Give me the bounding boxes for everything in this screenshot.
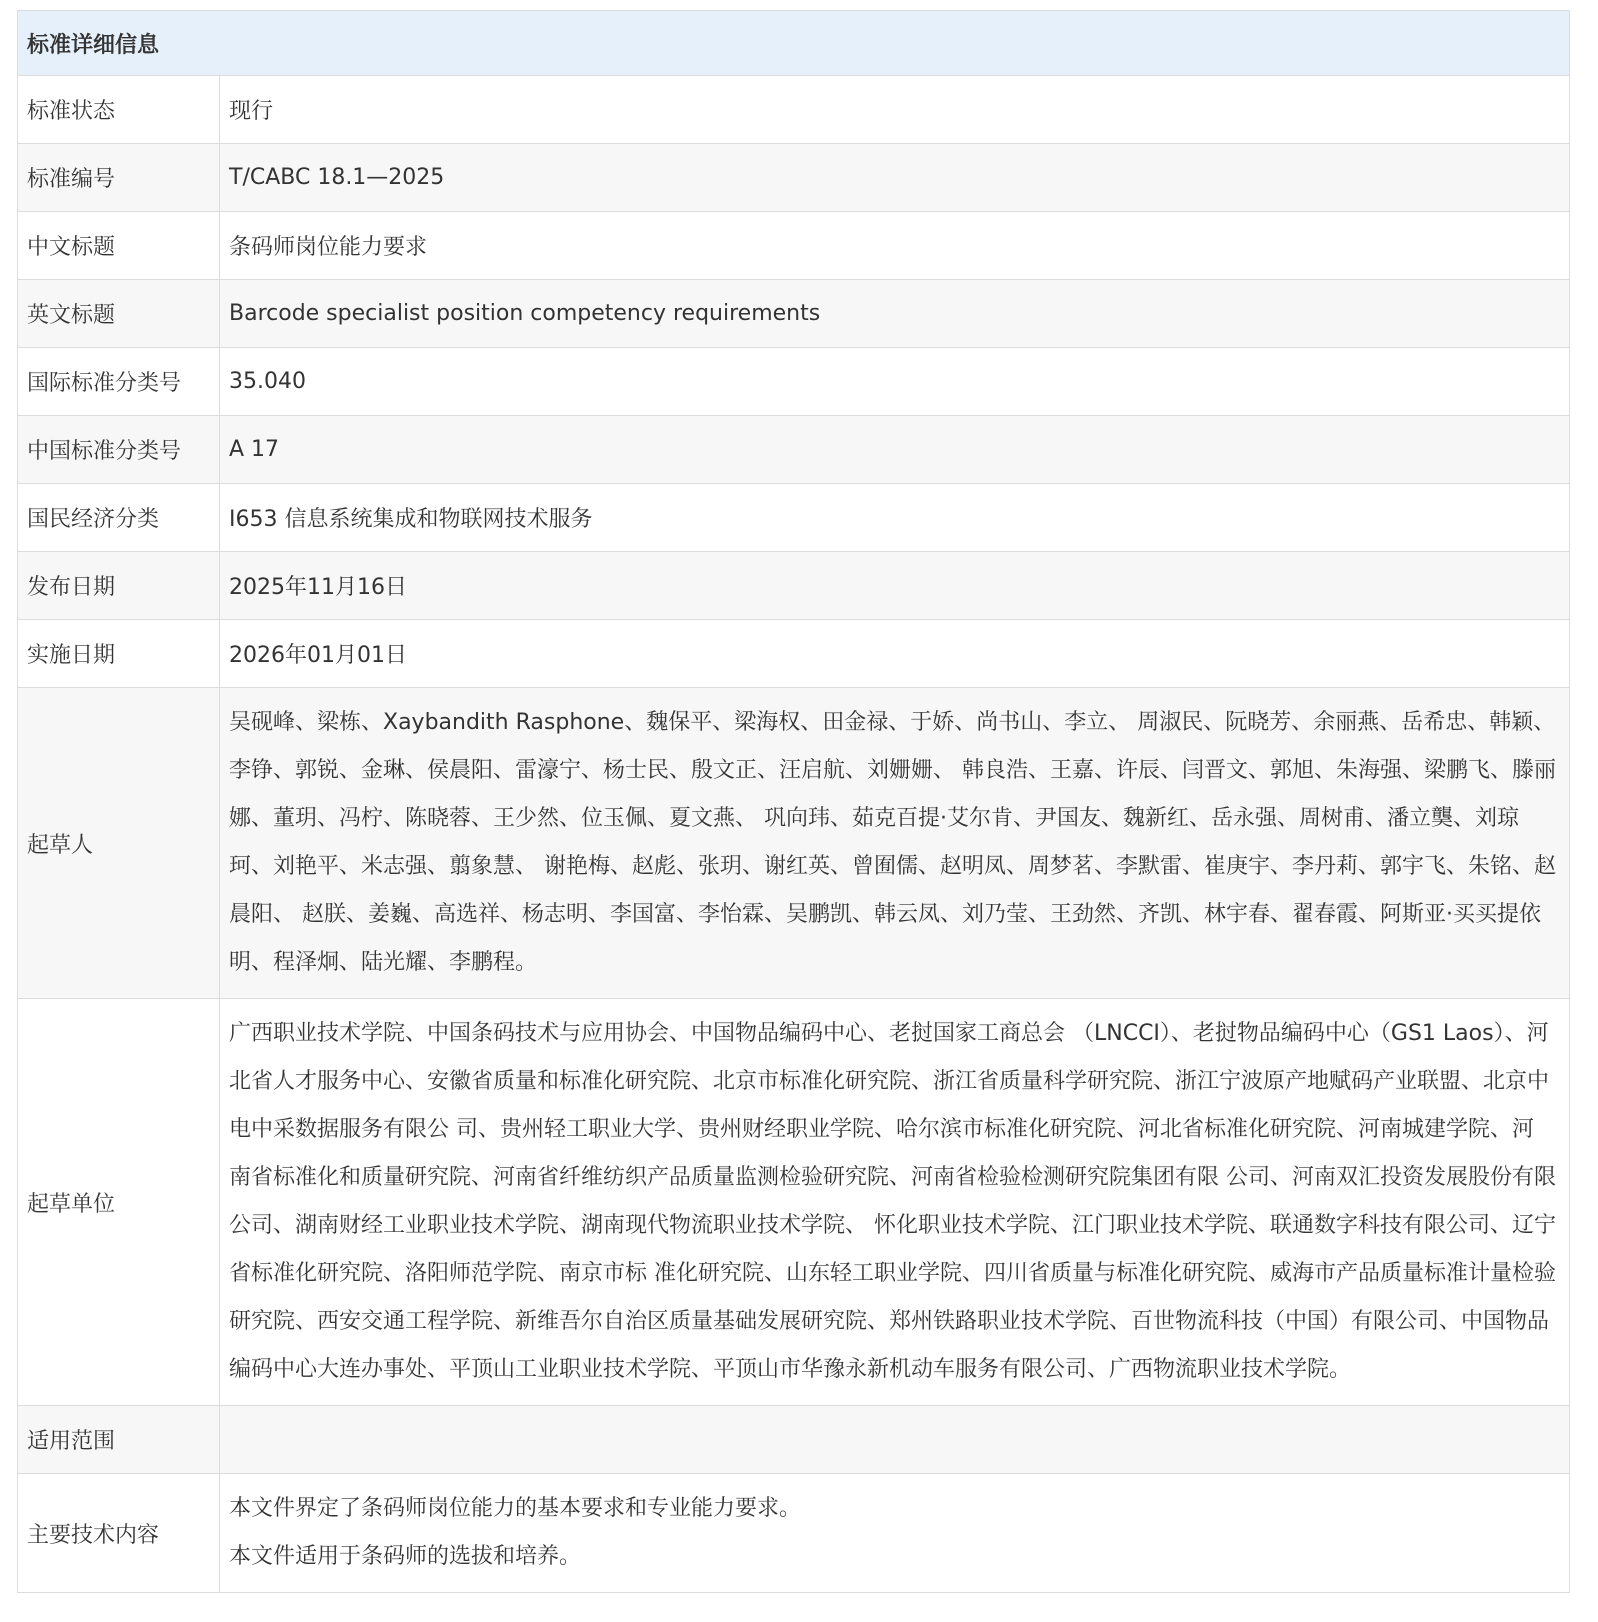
ccs-label: 中国标准分类号 [18,416,220,484]
ics-label: 国际标准分类号 [18,348,220,416]
scope-value [220,1406,1570,1474]
units-label: 起草单位 [18,999,220,1406]
row-implement-date [18,620,1570,688]
row-economy [18,484,1570,552]
cn-title-label: 中文标题 [18,212,220,280]
status-value: 现行 [220,76,1570,144]
publish-date-value: 2025年11月16日 [220,552,1570,620]
scope-label: 适用范围 [18,1406,220,1474]
content-value [220,1474,1570,1593]
economy-value: I653 信息系统集成和物联网技术服务 [220,484,1570,552]
row-publish-date [18,552,1570,620]
en-title-label: 英文标题 [18,280,220,348]
status-label: 标准状态 [18,76,220,144]
row-en-title [18,280,1570,348]
drafters-value: 吴砚峰、梁栋、Xaybandith Rasphone、魏保平、梁海权、田金禄、于娇、尚书山、李立、 周淑民、阮晓芳、余丽燕、岳希忠、韩颖、李铮、郭锐、金琳、侯晨阳、雷濠宁、杨士民、殷文正、汪启航、刘姗姗、 韩良浩、王嘉、许辰、闫晋文、郭旭、朱海强、梁鹏飞、滕丽娜、董玥、冯柠、陈晓蓉、王少然、位玉佩、夏文燕、 巩向玮、茹克百提·艾尔肯、尹国友、魏新红、岳永强、周树甫、潘立龑、刘琼珂、刘艳平、米志强、翦象慧、 谢艳梅、赵彪、张玥、谢红英、曾囿儒、赵明凤、周梦茗、李默雷、崔庚宇、李丹莉、郭宇飞、朱铭、赵晨阳、 赵朕、姜巍、高选祥、杨志明、李国富、李怡霖、吴鹏凯、韩云凤、刘乃莹、王劲然、齐凯、林宇春、翟春霞、阿斯亚·买买提依明、程泽炯、陆光耀、李鹏程。 [220,688,1570,999]
row-cn-title [18,212,1570,280]
number-value: T/CABC 18.1—2025 [220,144,1570,212]
row-status [18,76,1570,144]
content-label: 主要技术内容 [18,1474,220,1593]
number-label: 标准编号 [18,144,220,212]
economy-label: 国民经济分类 [18,484,220,552]
units-value: 广西职业技术学院、中国条码技术与应用协会、中国物品编码中心、老挝国家工商总会 （LNCCI）、老挝物品编码中心（GS1 Laos）、河北省人才服务中心、安徽省质量和标准化研究院、北京市标准化研究院、浙江省质量科学研究院、浙江宁波原产地赋码产业联盟、北京中电中采数据服务有限公 司、贵州轻工职业大学、贵州财经职业学院、哈尔滨市标准化研究院、河北省标准化研究院、河南城建学院、河 南省标准化和质量研究院、河南省纤维纺织产品质量监测检验研究院、河南省检验检测研究院集团有限 公司、河南双汇投资发展股份有限公司、湖南财经工业职业技术学院、湖南现代物流职业技术学院、 怀化职业技术学院、江门职业技术学院、联通数字科技有限公司、辽宁省标准化研究院、洛阳师范学院、南京市标 准化研究院、山东轻工职业学院、四川省质量与标准化研究院、威海市产品质量标准计量检验研究院、西安交通工程学院、新维吾尔自治区质量基础发展研究院、郑州铁路职业技术学院、百世物流科技（中国）有限公司、中国物品编码中心大连办事处、平顶山工业职业技术学院、平顶山市华豫永新机动车服务有限公司、广西物流职业技术学院。 [220,999,1570,1406]
en-title-value: Barcode specialist position competency requirements [220,280,1570,348]
table-header: 标准详细信息 [18,11,1570,76]
publish-date-label: 发布日期 [18,552,220,620]
cn-title-value: 条码师岗位能力要求 [220,212,1570,280]
row-number [18,144,1570,212]
content-line: 本文件适用于条码师的选拔和培养。 [229,1544,582,1569]
row-ics [18,348,1570,416]
ics-value: 35.040 [220,348,1570,416]
row-ccs [18,416,1570,484]
standard-detail-table [17,10,1570,1593]
row-content [18,1474,1570,1593]
content-line: 本文件界定了条码师岗位能力的基本要求和专业能力要求。 [229,1496,802,1521]
row-scope [18,1406,1570,1474]
row-units [18,999,1570,1406]
ccs-value: A 17 [220,416,1570,484]
row-drafters [18,688,1570,999]
drafters-label: 起草人 [18,688,220,999]
implement-date-value: 2026年01月01日 [220,620,1570,688]
implement-date-label: 实施日期 [18,620,220,688]
